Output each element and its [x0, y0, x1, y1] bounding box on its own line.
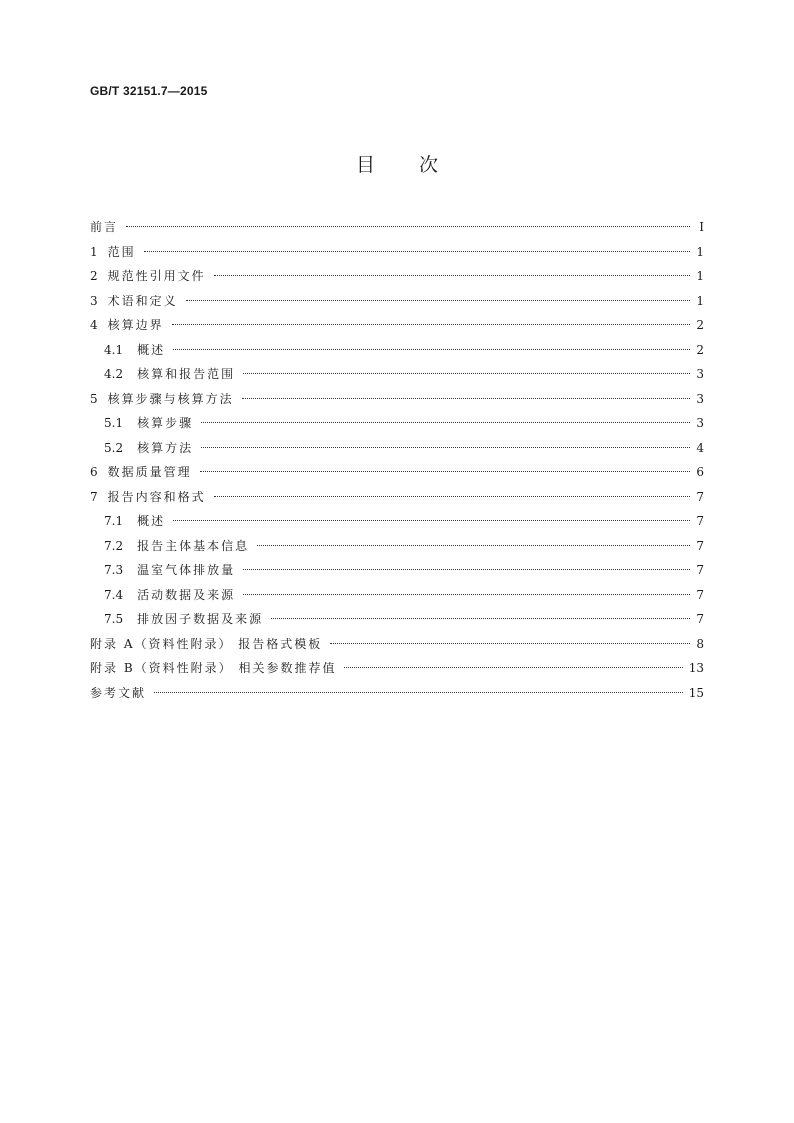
toc-entry-7[interactable]: [90, 485, 704, 510]
dot-leader: [201, 422, 690, 423]
toc-entry-5-2[interactable]: [90, 436, 704, 461]
toc-page-number: 2: [696, 342, 704, 357]
toc-page-number: 3: [696, 367, 704, 381]
toc-title: 核算边界: [107, 318, 164, 332]
toc-page-number: 7: [696, 489, 704, 504]
toc-title: 核算方法: [137, 440, 194, 455]
toc-page-number: 7: [696, 514, 704, 528]
toc-number: 3: [90, 293, 98, 308]
toc-label: [90, 558, 235, 583]
dot-leader: [154, 692, 683, 693]
standard-code: GB/T 32151.7—2015: [90, 84, 208, 98]
toc-entry-4-1[interactable]: [90, 338, 704, 363]
toc-page-number: 7: [696, 563, 704, 577]
toc-title: 参考文献: [90, 685, 147, 700]
toc-entry-1[interactable]: [90, 240, 704, 265]
toc-title: 报告内容和格式: [107, 489, 206, 504]
toc-label: [90, 436, 193, 461]
toc-entry-3[interactable]: [90, 289, 704, 314]
toc-number: 5.1: [104, 416, 124, 430]
toc-page-number: 7: [696, 612, 704, 626]
toc-page-number: 13: [688, 661, 704, 675]
toc-title: 附录 A（资料性附录） 报告格式模板: [90, 636, 323, 651]
toc-title: 附录 B（资料性附录） 相关参数推荐值: [90, 661, 337, 675]
dot-leader: [172, 324, 690, 325]
dot-leader: [330, 643, 690, 644]
dot-leader: [243, 569, 690, 570]
toc-page-number: 8: [696, 636, 704, 651]
toc-entry-7-4[interactable]: [90, 583, 704, 608]
dot-leader: [173, 520, 690, 521]
toc-label: [90, 485, 206, 510]
toc-page-number: Ⅰ: [699, 220, 704, 234]
dot-leader: [214, 275, 690, 276]
toc-number: 6: [90, 465, 98, 479]
toc-entry-annex-a[interactable]: [90, 632, 704, 657]
toc-page-number: 1: [696, 244, 704, 259]
dot-leader: [144, 251, 690, 252]
toc-page-number: 3: [696, 391, 704, 406]
toc-title: 核算步骤: [137, 416, 194, 430]
toc-title: 温室气体排放量: [137, 563, 236, 577]
toc-title: 规范性引用文件: [107, 269, 206, 283]
toc-entry-6[interactable]: [90, 460, 704, 485]
toc-entry-7-5[interactable]: [90, 607, 704, 632]
toc-number: 7.2: [104, 538, 124, 553]
toc-entry-7-1[interactable]: [90, 509, 704, 534]
table-of-contents: [90, 215, 704, 705]
toc-label: [90, 411, 193, 436]
toc-page-number: 7: [696, 587, 704, 602]
toc-number: 4: [90, 318, 98, 332]
toc-label: [90, 534, 249, 559]
toc-number: 7.1: [104, 514, 124, 528]
toc-entry-5[interactable]: [90, 387, 704, 412]
toc-number: 7.3: [104, 563, 124, 577]
toc-label: [90, 313, 164, 338]
toc-number: 5: [90, 391, 98, 406]
page-title: 目次: [355, 154, 482, 176]
toc-page-number: 7: [696, 538, 704, 553]
toc-number: 1: [90, 244, 98, 259]
toc-number: 7.4: [104, 587, 124, 602]
toc-number: 4.1: [104, 342, 124, 357]
toc-entry-4-2[interactable]: [90, 362, 704, 387]
toc-label: [90, 583, 235, 608]
dot-leader: [243, 373, 690, 374]
toc-title: 核算和报告范围: [137, 367, 236, 381]
toc-number: 7: [90, 489, 98, 504]
toc-title: 数据质量管理: [107, 465, 192, 479]
toc-entry-7-3[interactable]: [90, 558, 704, 583]
toc-title: 术语和定义: [107, 293, 178, 308]
toc-number: 7.5: [104, 612, 124, 626]
toc-page-number: 2: [696, 318, 704, 332]
toc-label: [90, 215, 118, 240]
toc-page-number: 6: [696, 465, 704, 479]
toc-label: [90, 289, 178, 314]
toc-title: 报告主体基本信息: [137, 538, 250, 553]
toc-number: 2: [90, 269, 98, 283]
dot-leader: [214, 496, 690, 497]
toc-title: 核算步骤与核算方法: [107, 391, 234, 406]
toc-entry-5-1[interactable]: [90, 411, 704, 436]
toc-entry-foreword[interactable]: [90, 215, 704, 240]
toc-page-number: 3: [696, 416, 704, 430]
toc-page-number: 15: [688, 685, 704, 700]
toc-page-number: 1: [696, 293, 704, 308]
toc-title: 概述: [137, 514, 166, 528]
toc-entry-bibliography[interactable]: [90, 681, 704, 706]
toc-label: [90, 656, 336, 681]
dot-leader: [200, 471, 690, 472]
toc-label: [90, 387, 234, 412]
dot-leader: [126, 226, 690, 227]
toc-page-number: 4: [696, 440, 704, 455]
toc-number: 5.2: [104, 440, 124, 455]
toc-title: 范围: [107, 244, 136, 259]
toc-entry-annex-b[interactable]: [90, 656, 704, 681]
toc-title: 排放因子数据及来源: [137, 612, 264, 626]
dot-leader: [243, 594, 690, 595]
dot-leader: [201, 447, 690, 448]
dot-leader: [271, 618, 690, 619]
toc-number: 4.2: [104, 367, 124, 381]
dot-leader: [344, 667, 682, 668]
toc-label: [90, 240, 136, 265]
toc-entry-4[interactable]: [90, 313, 704, 338]
toc-label: [90, 509, 165, 534]
toc-label: [90, 460, 192, 485]
toc-label: [90, 362, 235, 387]
dot-leader: [242, 398, 690, 399]
toc-entry-2[interactable]: [90, 264, 704, 289]
toc-title: 概述: [137, 342, 166, 357]
toc-page-number: 1: [696, 269, 704, 283]
toc-label: [90, 264, 206, 289]
toc-title: 活动数据及来源: [137, 587, 236, 602]
dot-leader: [173, 349, 690, 350]
toc-label: [90, 607, 263, 632]
toc-entry-7-2[interactable]: [90, 534, 704, 559]
toc-label: [90, 681, 146, 706]
toc-title: 前言: [90, 220, 119, 234]
toc-label: [90, 632, 322, 657]
dot-leader: [186, 300, 690, 301]
toc-label: [90, 338, 165, 363]
dot-leader: [257, 545, 690, 546]
